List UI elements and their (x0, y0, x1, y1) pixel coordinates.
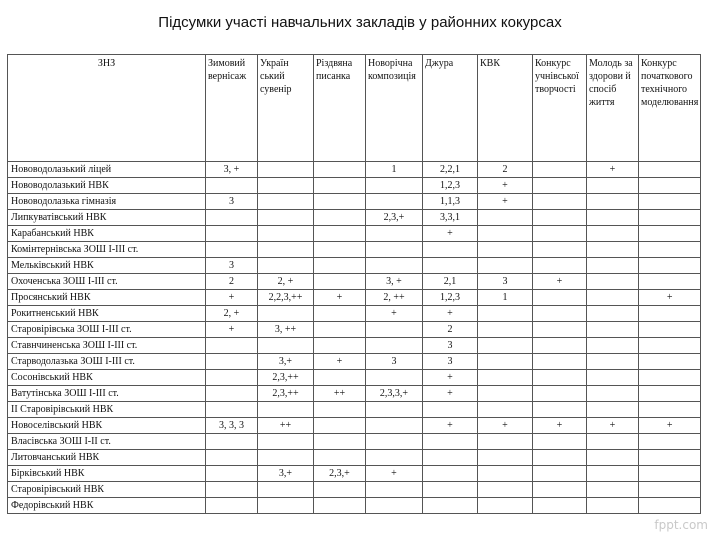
result-cell (639, 402, 701, 418)
result-cell: + (423, 226, 478, 242)
result-cell: + (366, 466, 423, 482)
school-name: Мельківський НВК (8, 258, 206, 274)
result-cell (478, 258, 533, 274)
result-cell (258, 162, 314, 178)
school-name: Охоченська ЗОШ І-ІІІ ст. (8, 274, 206, 290)
result-cell (366, 418, 423, 434)
result-cell (587, 402, 639, 418)
result-cell (366, 482, 423, 498)
result-cell (478, 434, 533, 450)
result-cell (314, 418, 366, 434)
result-cell (423, 482, 478, 498)
result-cell (587, 386, 639, 402)
result-cell: + (314, 354, 366, 370)
result-cell (533, 242, 587, 258)
result-cell (314, 210, 366, 226)
result-cell (587, 370, 639, 386)
result-cell: 2 (478, 162, 533, 178)
result-cell (314, 162, 366, 178)
school-name: Власівська ЗОШ І-ІІ ст. (8, 434, 206, 450)
result-cell (639, 434, 701, 450)
result-cell (206, 354, 258, 370)
result-cell (206, 482, 258, 498)
result-cell (639, 354, 701, 370)
school-name: Ватутінська ЗОШ І-ІІІ ст. (8, 386, 206, 402)
result-cell (639, 450, 701, 466)
result-cell (587, 242, 639, 258)
result-cell (639, 178, 701, 194)
result-cell (314, 322, 366, 338)
result-cell: 3, + (206, 162, 258, 178)
result-cell: 3, 3, 3 (206, 418, 258, 434)
result-cell (587, 290, 639, 306)
table-row (8, 242, 701, 258)
result-cell: + (366, 306, 423, 322)
result-cell: ++ (314, 386, 366, 402)
header-row (8, 55, 701, 162)
result-cell (639, 274, 701, 290)
result-cell (587, 434, 639, 450)
column-header: Зимовий вернісаж (206, 55, 258, 162)
table-row (8, 434, 701, 450)
result-cell: 2 (206, 274, 258, 290)
result-cell (533, 434, 587, 450)
result-cell (639, 242, 701, 258)
school-name: Старовірівська ЗОШ І-ІІІ ст. (8, 322, 206, 338)
watermark: fppt.com (654, 518, 708, 532)
result-cell (258, 210, 314, 226)
result-cell (314, 402, 366, 418)
result-cell (533, 258, 587, 274)
column-header: Україн ський сувенір (258, 55, 314, 162)
result-cell: + (478, 418, 533, 434)
result-cell: 2,3,++ (258, 386, 314, 402)
result-cell (587, 178, 639, 194)
result-cell (206, 370, 258, 386)
result-cell (423, 258, 478, 274)
table-row (8, 418, 701, 434)
result-cell (639, 322, 701, 338)
result-cell (533, 450, 587, 466)
result-cell (478, 226, 533, 242)
result-cell (478, 482, 533, 498)
result-cell (206, 434, 258, 450)
result-cell (587, 274, 639, 290)
result-cell (478, 354, 533, 370)
result-cell (533, 386, 587, 402)
result-cell (366, 322, 423, 338)
result-cell (587, 466, 639, 482)
result-cell (639, 498, 701, 514)
result-cell: + (423, 386, 478, 402)
result-cell (478, 306, 533, 322)
result-cell (366, 242, 423, 258)
school-name: Литовчанський НВК (8, 450, 206, 466)
result-cell (478, 370, 533, 386)
table-row (8, 226, 701, 242)
table-row (8, 354, 701, 370)
table-row (8, 306, 701, 322)
result-cell (587, 354, 639, 370)
result-cell (258, 338, 314, 354)
result-cell (314, 482, 366, 498)
school-name: Нововодолазька гімназія (8, 194, 206, 210)
table-row (8, 194, 701, 210)
school-name: Ставнчиненська ЗОШ І-ІІІ ст. (8, 338, 206, 354)
result-cell (423, 498, 478, 514)
result-cell (314, 450, 366, 466)
result-cell: 1,2,3 (423, 178, 478, 194)
result-cell (639, 258, 701, 274)
school-name: Старводолазька ЗОШ І-ІІІ ст. (8, 354, 206, 370)
result-cell: + (533, 418, 587, 434)
table-row (8, 178, 701, 194)
result-cell: + (314, 290, 366, 306)
result-cell (478, 322, 533, 338)
result-cell (206, 498, 258, 514)
result-cell (206, 210, 258, 226)
result-cell: 3,+ (258, 466, 314, 482)
result-cell: + (587, 418, 639, 434)
result-cell (206, 242, 258, 258)
result-cell (533, 290, 587, 306)
result-cell (258, 194, 314, 210)
school-name: Нововодолазький НВК (8, 178, 206, 194)
school-name: Старовірівський НВК (8, 482, 206, 498)
result-cell (639, 482, 701, 498)
school-name: Липкуватівський НВК (8, 210, 206, 226)
result-cell (639, 338, 701, 354)
result-cell (533, 194, 587, 210)
table-row (8, 210, 701, 226)
result-cell (366, 434, 423, 450)
school-name: Сосонівський НВК (8, 370, 206, 386)
result-cell (587, 498, 639, 514)
result-cell (258, 482, 314, 498)
table-row (8, 370, 701, 386)
result-cell: 1,1,3 (423, 194, 478, 210)
result-cell (478, 210, 533, 226)
table-row (8, 498, 701, 514)
result-cell (366, 226, 423, 242)
result-cell: 2, ++ (366, 290, 423, 306)
result-cell (423, 402, 478, 418)
column-header: КВК (478, 55, 533, 162)
school-name: Бірківський НВК (8, 466, 206, 482)
result-cell (258, 306, 314, 322)
result-cell (206, 338, 258, 354)
result-cell (639, 162, 701, 178)
table-row (8, 402, 701, 418)
result-cell (206, 402, 258, 418)
result-cell (533, 162, 587, 178)
result-cell: + (423, 370, 478, 386)
result-cell (533, 322, 587, 338)
result-cell: 2, + (258, 274, 314, 290)
result-cell (478, 450, 533, 466)
result-cell: 3,+ (258, 354, 314, 370)
result-cell (478, 466, 533, 482)
page-title: Підсумки участі навчальних закладів у районних кокурсах (158, 14, 562, 31)
result-cell: + (478, 178, 533, 194)
school-name: Нововодолазький ліцей (8, 162, 206, 178)
result-cell: + (533, 274, 587, 290)
column-header: Конкурс початкового технічного моделювання (639, 55, 701, 162)
result-cell (423, 242, 478, 258)
result-cell: + (423, 306, 478, 322)
column-header: Конкурс учнівської творчості (533, 55, 587, 162)
result-cell: + (423, 418, 478, 434)
result-cell: 2,3,++ (258, 370, 314, 386)
result-cell (423, 434, 478, 450)
result-cell: 1 (478, 290, 533, 306)
result-cell (258, 450, 314, 466)
result-cell (206, 450, 258, 466)
result-cell (314, 274, 366, 290)
result-cell: 2 (423, 322, 478, 338)
column-header: Молодь за здорови й спосіб життя (587, 55, 639, 162)
result-cell: + (478, 194, 533, 210)
result-cell (533, 402, 587, 418)
result-cell (587, 306, 639, 322)
result-cell (258, 258, 314, 274)
result-cell: 3 (206, 194, 258, 210)
result-cell: 2,2,1 (423, 162, 478, 178)
result-cell (258, 226, 314, 242)
result-cell: 2,3,+ (366, 210, 423, 226)
table-row (8, 450, 701, 466)
result-cell (366, 194, 423, 210)
result-cell: 2, + (206, 306, 258, 322)
result-cell (478, 386, 533, 402)
result-cell (314, 258, 366, 274)
result-cell (533, 466, 587, 482)
result-cell (533, 226, 587, 242)
result-cell: 1,2,3 (423, 290, 478, 306)
results-table (7, 54, 701, 514)
result-cell (314, 498, 366, 514)
result-cell (639, 210, 701, 226)
result-cell (258, 178, 314, 194)
result-cell (366, 258, 423, 274)
result-cell (478, 242, 533, 258)
result-cell (314, 306, 366, 322)
result-cell (206, 386, 258, 402)
table-row (8, 338, 701, 354)
result-cell (587, 258, 639, 274)
table-row (8, 290, 701, 306)
result-cell: 1 (366, 162, 423, 178)
result-cell (366, 370, 423, 386)
result-cell (366, 338, 423, 354)
result-cell (423, 466, 478, 482)
result-cell: 3 (423, 354, 478, 370)
school-name: Рокитненський НВК (8, 306, 206, 322)
result-cell (258, 498, 314, 514)
school-name: Просянський НВК (8, 290, 206, 306)
result-cell: + (206, 322, 258, 338)
column-header-school: ЗНЗ (8, 55, 206, 162)
result-cell (587, 338, 639, 354)
result-cell (533, 178, 587, 194)
result-cell (206, 466, 258, 482)
result-cell (314, 434, 366, 450)
result-cell: 3 (206, 258, 258, 274)
school-name: Новоселівський НВК (8, 418, 206, 434)
table-row (8, 274, 701, 290)
result-cell (366, 498, 423, 514)
result-cell (206, 226, 258, 242)
result-cell (639, 386, 701, 402)
school-name: Комінтернівська ЗОШ І-ІІІ ст. (8, 242, 206, 258)
result-cell (587, 322, 639, 338)
result-cell (314, 194, 366, 210)
result-cell (587, 450, 639, 466)
result-cell: 3, + (366, 274, 423, 290)
result-cell (533, 210, 587, 226)
result-cell: 3 (478, 274, 533, 290)
result-cell: 3 (423, 338, 478, 354)
result-cell (587, 210, 639, 226)
result-cell (258, 242, 314, 258)
table-row (8, 322, 701, 338)
result-cell: 3,3,1 (423, 210, 478, 226)
result-cell (533, 306, 587, 322)
result-cell (478, 402, 533, 418)
table-row (8, 162, 701, 178)
result-cell: + (639, 290, 701, 306)
result-cell (587, 194, 639, 210)
result-cell: 2,2,3,++ (258, 290, 314, 306)
result-cell (478, 498, 533, 514)
school-name: Карабанський НВК (8, 226, 206, 242)
result-cell (587, 482, 639, 498)
result-cell (314, 242, 366, 258)
result-cell: 2,1 (423, 274, 478, 290)
result-cell (478, 338, 533, 354)
result-cell (366, 178, 423, 194)
result-cell (533, 482, 587, 498)
result-cell: + (639, 418, 701, 434)
result-cell (639, 370, 701, 386)
result-cell (258, 434, 314, 450)
result-cell: 3, ++ (258, 322, 314, 338)
result-cell (533, 498, 587, 514)
table-row (8, 482, 701, 498)
result-cell: 3 (366, 354, 423, 370)
result-cell (366, 402, 423, 418)
result-cell (423, 450, 478, 466)
result-cell (639, 226, 701, 242)
result-cell (314, 338, 366, 354)
result-cell (639, 466, 701, 482)
result-cell: + (206, 290, 258, 306)
result-cell (314, 226, 366, 242)
result-cell: + (587, 162, 639, 178)
result-cell (314, 370, 366, 386)
result-cell (206, 178, 258, 194)
result-cell (533, 354, 587, 370)
table-row (8, 258, 701, 274)
result-cell: 2,3,3,+ (366, 386, 423, 402)
result-cell (258, 402, 314, 418)
result-cell: 2,3,+ (314, 466, 366, 482)
column-header: Джура (423, 55, 478, 162)
result-cell (587, 226, 639, 242)
column-header: Новорічна композиція (366, 55, 423, 162)
school-name: ІІ Старовірівський НВК (8, 402, 206, 418)
result-cell (366, 450, 423, 466)
column-header: Різдвяна писанка (314, 55, 366, 162)
result-cell (533, 338, 587, 354)
result-cell (533, 370, 587, 386)
result-cell (639, 306, 701, 322)
table-row (8, 466, 701, 482)
result-cell: ++ (258, 418, 314, 434)
result-cell (314, 178, 366, 194)
table-row (8, 386, 701, 402)
result-cell (639, 194, 701, 210)
school-name: Федорівський НВК (8, 498, 206, 514)
